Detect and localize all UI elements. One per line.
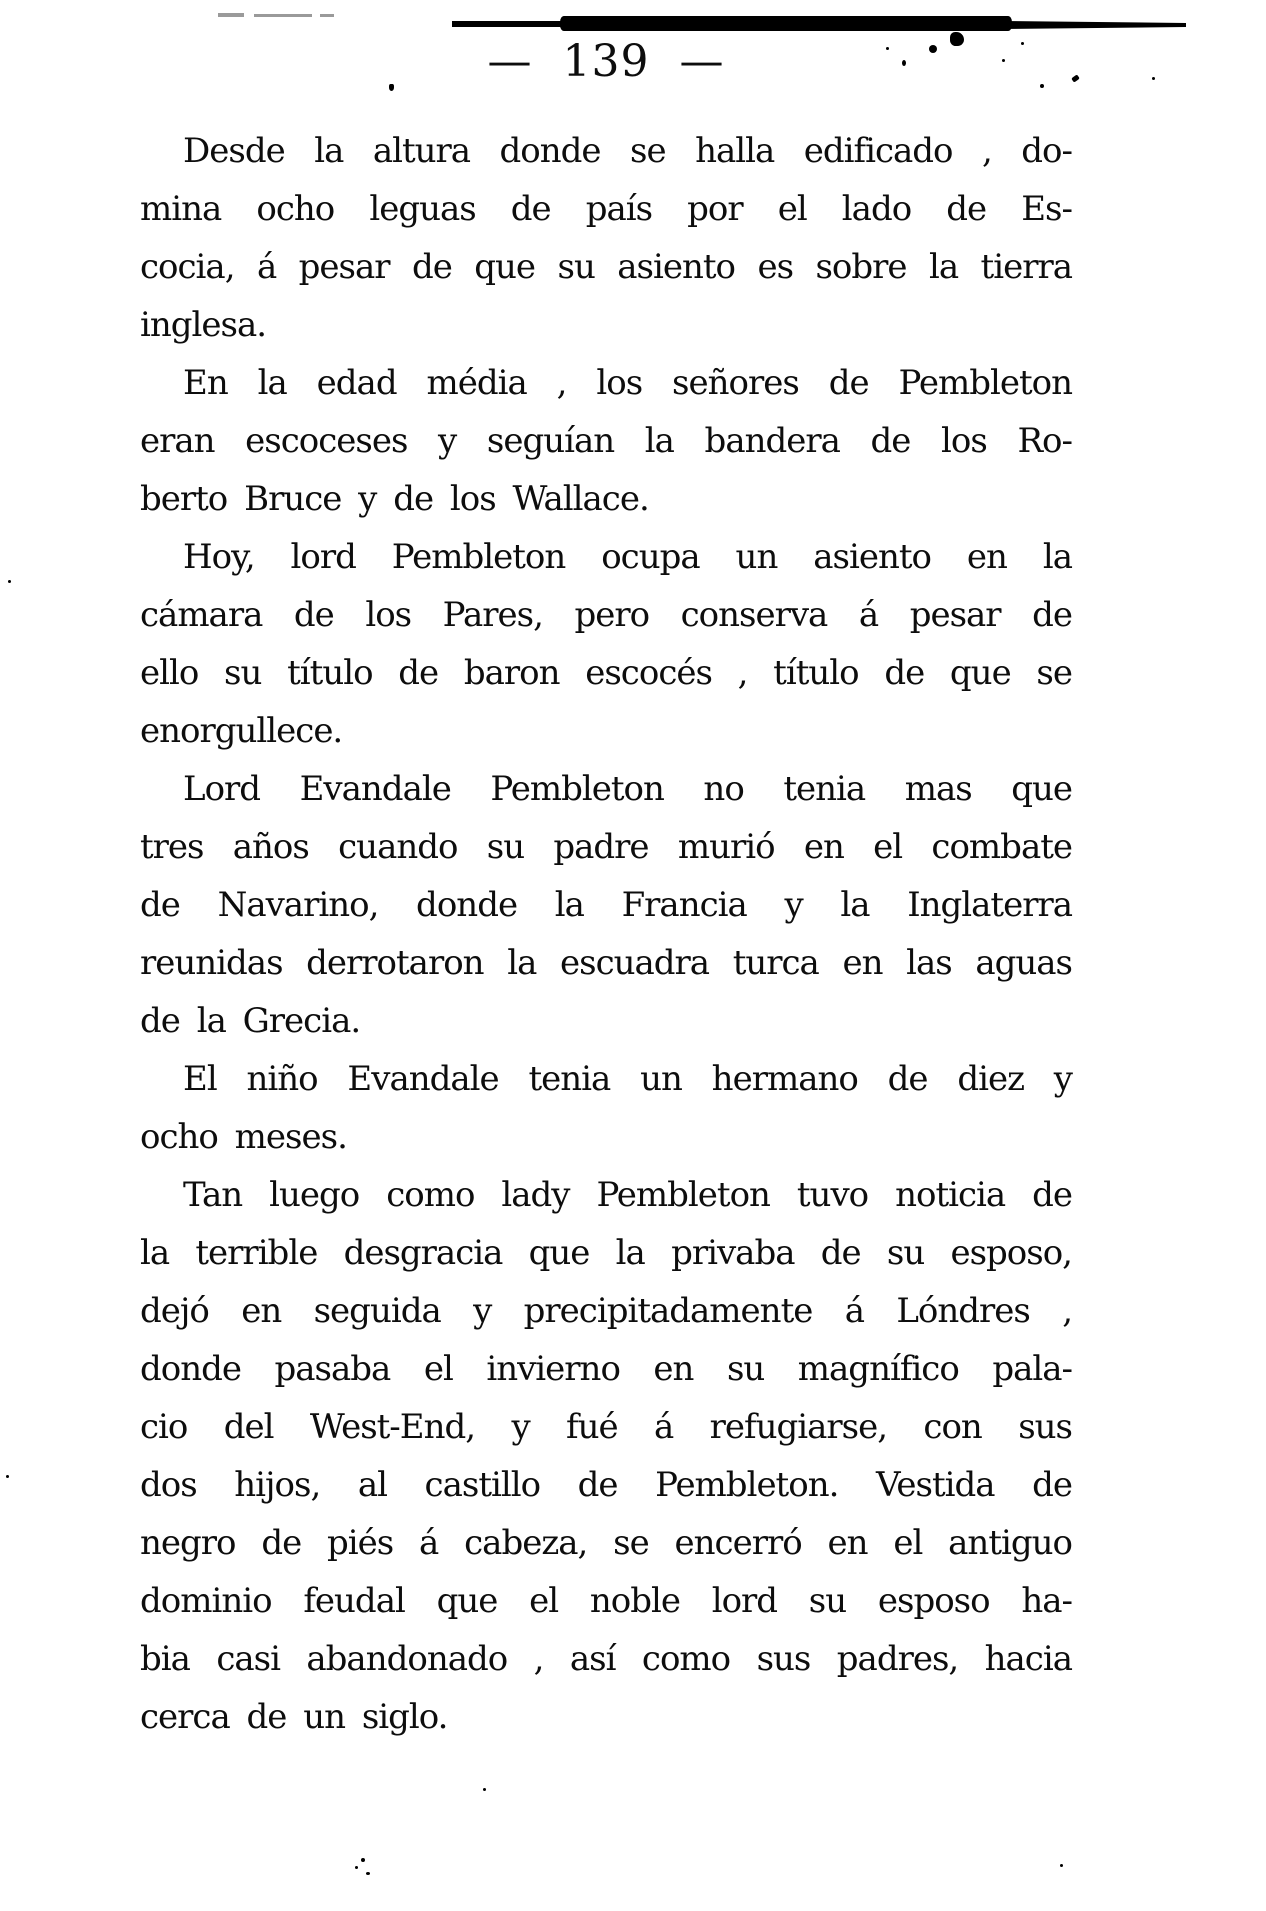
text-line: de la Grecia.	[140, 1001, 361, 1041]
ink-speck	[483, 1788, 486, 1791]
text-line: cocia, á pesar de que su asiento es sobre la tierra	[140, 247, 1072, 287]
gray-dash	[218, 13, 244, 17]
text-line: eran escoceses y seguían la bandera de los Ro-	[140, 421, 1072, 461]
text-line: tres años cuando su padre murió en el combate	[140, 827, 1072, 867]
text-line: dos hijos, al castillo de Pembleton. Vestida de	[140, 1465, 1072, 1505]
ink-speck	[1060, 1864, 1063, 1867]
text-line: de Navarino, donde la Francia y la Inglaterra	[140, 885, 1072, 925]
text-line: dejó en seguida y precipitadamente á Lóndres ,	[140, 1291, 1072, 1331]
text-line: la terrible desgracia que la privaba de su esposo,	[140, 1233, 1072, 1273]
text-line: mina ocho leguas de país por el lado de Es-	[140, 189, 1072, 229]
scan-bar-segment	[1000, 21, 1186, 29]
text-line: dominio feudal que el noble lord su esposo ha-	[140, 1581, 1072, 1621]
page-header	[140, 34, 1072, 90]
body-text	[140, 122, 1072, 1746]
scan-bar-segment	[560, 16, 1012, 31]
page-number: 139	[562, 36, 650, 87]
ink-speck	[1071, 74, 1080, 82]
header-dash-right: —	[679, 36, 725, 87]
text-line: bia casi abandonado , así como sus padres, hacia	[140, 1639, 1072, 1679]
text-line: reunidas derrotaron la escuadra turca en las aguas	[140, 943, 1072, 983]
text-line: cio del West-End, y fué á refugiarse, con sus	[140, 1407, 1072, 1447]
text-line: Tan luego como lady Pembleton tuvo noticia de	[183, 1175, 1072, 1215]
ink-speck	[8, 580, 11, 583]
text-line: ocho meses.	[140, 1117, 347, 1157]
ink-speck	[355, 1866, 358, 1869]
text-line: Hoy, lord Pembleton ocupa un asiento en la	[183, 537, 1072, 577]
text-line: El niño Evandale tenia un hermano de diez y	[183, 1059, 1072, 1099]
text-line: donde pasaba el invierno en su magnífico pala-	[140, 1349, 1072, 1389]
ink-speck	[1152, 77, 1155, 80]
text-line: Lord Evandale Pembleton no tenia mas que	[183, 769, 1072, 809]
gray-dash	[320, 14, 334, 17]
ink-speck	[361, 1858, 365, 1862]
ink-speck	[6, 1475, 9, 1478]
scan-bar-segment	[452, 21, 570, 27]
text-line: ello su título de baron escocés , título de que se	[140, 653, 1072, 693]
text-line: cámara de los Pares, pero conserva á pesar de	[140, 595, 1072, 635]
text-line: En la edad média , los señores de Pembleton	[183, 363, 1072, 403]
text-line: berto Bruce y de los Wallace.	[140, 479, 649, 519]
text-line: inglesa.	[140, 305, 267, 345]
text-line: negro de piés á cabeza, se encerró en el antiguo	[140, 1523, 1072, 1563]
text-line: Desde la altura donde se halla edificado , do-	[183, 131, 1072, 171]
header-dash-left: —	[487, 36, 533, 87]
text-line: enorgullece.	[140, 711, 343, 751]
text-line: cerca de un siglo.	[140, 1697, 448, 1737]
gray-dash	[254, 14, 312, 17]
ink-speck	[366, 1872, 370, 1875]
